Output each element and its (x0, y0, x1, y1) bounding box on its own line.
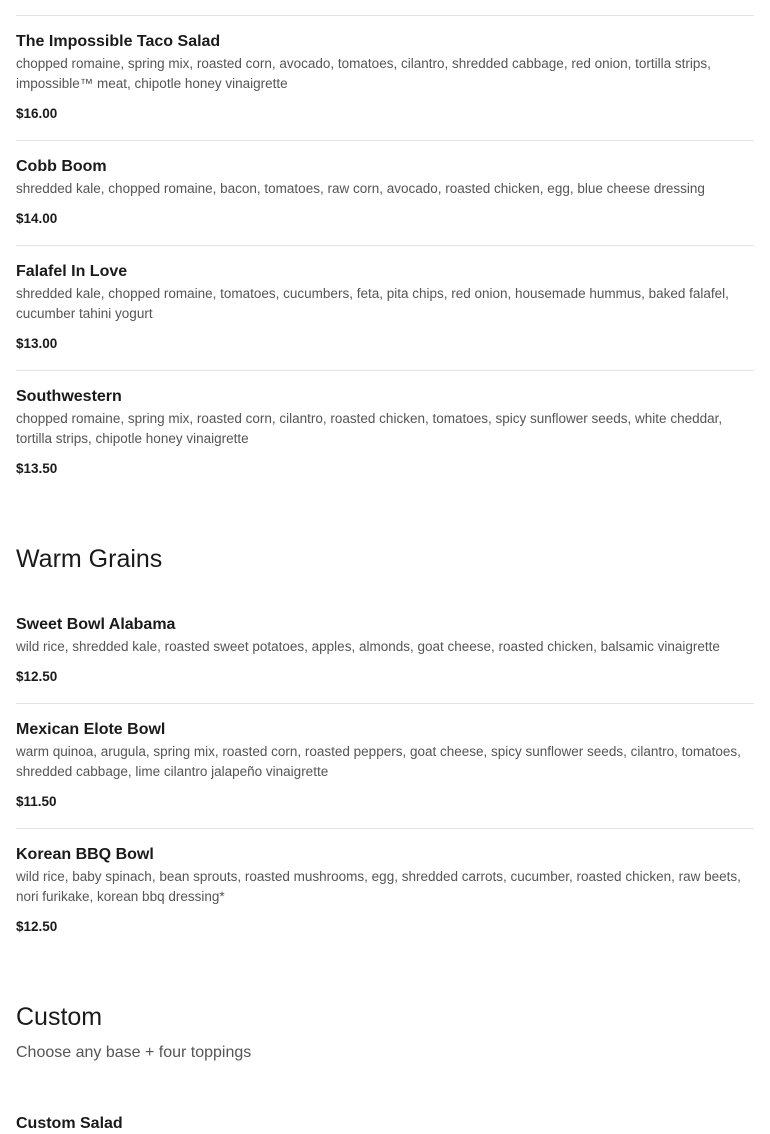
menu-item-description: chopped romaine, spring mix, roasted corn, cilantro, roasted chicken, tomatoes, spicy sunflower seeds, white cheddar, tortilla strips, chipotle honey vinaigrette (16, 411, 723, 446)
menu-item-price: $16.00 (16, 106, 58, 121)
menu-item-price: $11.50 (16, 794, 57, 809)
divider (16, 703, 754, 704)
menu-item-price: $13.00 (16, 336, 58, 351)
menu-item-price: $14.00 (16, 211, 58, 226)
menu-item-description: chopped romaine, spring mix, roasted corn, avocado, tomatoes, cilantro, shredded cabbage, red onion, tortilla strips, impossible™ meat, chipotle honey vinaigrette (16, 56, 711, 91)
menu-item-price: $12.50 (16, 669, 58, 684)
menu-item-name[interactable]: Custom Salad (16, 1115, 123, 1132)
menu-item-description: shredded kale, chopped romaine, bacon, tomatoes, raw corn, avocado, roasted chicken, egg, blue cheese dressing (16, 181, 705, 196)
divider (16, 245, 754, 246)
menu-item-name: Korean BBQ Bowl (16, 846, 154, 863)
menu-item-description: warm quinoa, arugula, spring mix, roasted corn, roasted peppers, goat cheese, spicy sunflower seeds, cilantro, tomatoes, shredded cabbage, lime cilantro jalapeño vinaigrette (16, 744, 741, 779)
menu-item-price: $12.50 (16, 919, 58, 934)
section-title-warm-grains: Warm Grains (16, 545, 163, 573)
menu-item-name: Mexican Elote Bowl (16, 721, 166, 738)
menu-item-name: The Impossible Taco Salad (16, 33, 221, 50)
menu-item-description: shredded kale, chopped romaine, tomatoes, cucumbers, feta, pita chips, red onion, housemade hummus, baked falafel, cucumber tahini yogurt (16, 286, 729, 321)
divider (16, 15, 754, 16)
menu-item-description: wild rice, shredded kale, roasted sweet potatoes, apples, almonds, goat cheese, roasted chicken, balsamic vinaigrette (16, 639, 720, 654)
section-subtitle: Choose any base + four toppings (16, 1044, 252, 1061)
divider (16, 140, 754, 141)
menu-item-name: Sweet Bowl Alabama (16, 616, 176, 633)
menu-item-name: Falafel In Love (16, 263, 128, 280)
section-title-custom: Custom (16, 1003, 103, 1031)
menu-item-description: wild rice, baby spinach, bean sprouts, roasted mushrooms, egg, shredded carrots, cucumber, roasted chicken, raw beets, nori furikake, korean bbq dressing* (16, 869, 741, 904)
divider (16, 370, 754, 371)
menu-item-name: Cobb Boom (16, 158, 107, 175)
menu-item-name: Southwestern (16, 388, 122, 405)
menu-item-price: $13.50 (16, 461, 58, 476)
divider (16, 828, 754, 829)
